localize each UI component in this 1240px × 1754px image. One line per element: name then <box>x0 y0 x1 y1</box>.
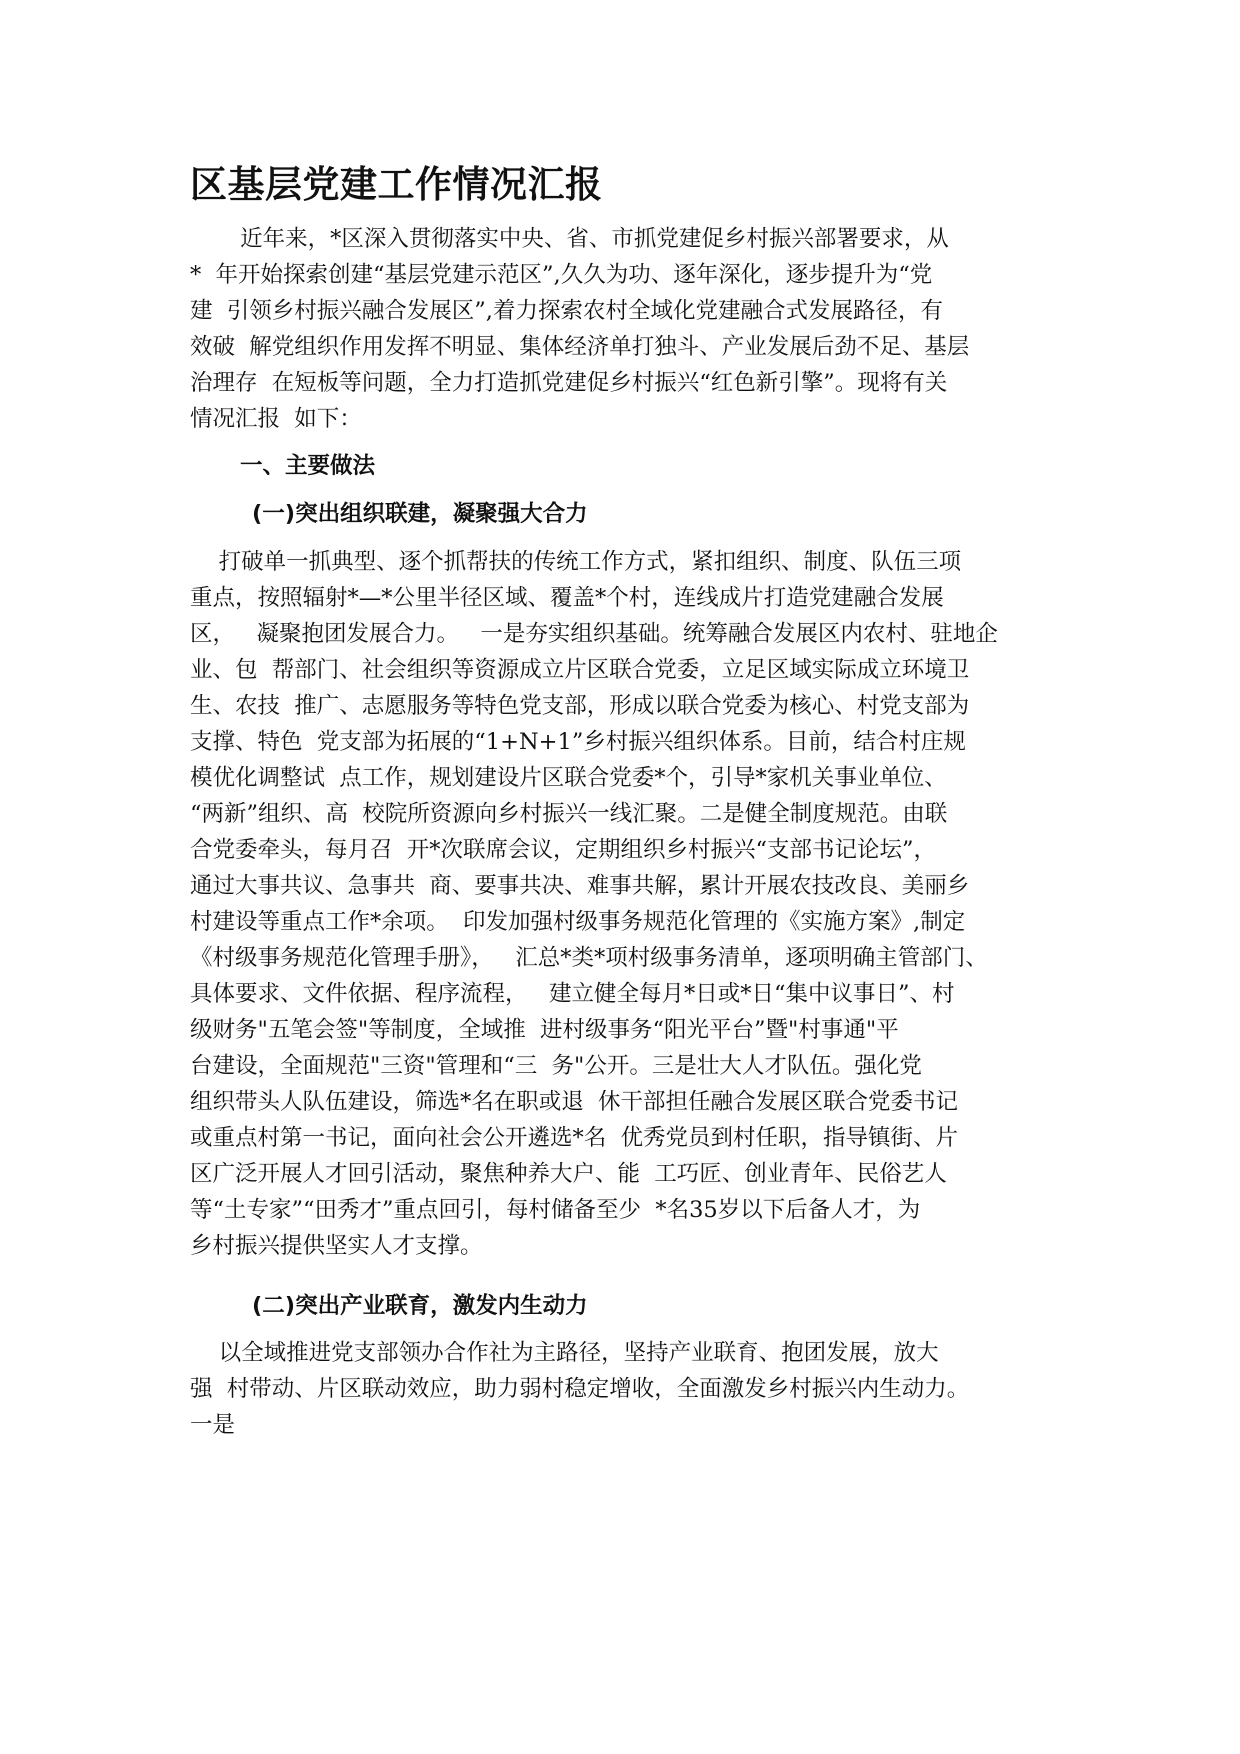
paragraph-line: 等“土专家”“田秀才”重点回引，每村储备至少 *名35岁以下后备人才，为 <box>190 1197 921 1223</box>
paragraph-line: 《村级事务规范化管理手册》， 汇总*类*项村级事务清单，逐项明确主管部门、 <box>190 945 988 971</box>
section-heading: 一、主要做法 <box>240 453 376 479</box>
paragraph-line: 模优化调整试 点工作，规划建设片区联合党委*个，引导*家机关事业单位、 <box>190 765 947 791</box>
intro-line: 情况汇报 如下： <box>190 406 362 432</box>
intro-line: 近年来，*区深入贯彻落实中央、省、市抓党建促乡村振兴部署要求，从 <box>190 226 949 252</box>
paragraph-line: 区广泛开展人才回引活动，聚焦种养大户、能 工巧匠、创业青年、民俗艺人 <box>190 1161 947 1187</box>
paragraph-line: “两新”组织、高 校院所资源向乡村振兴一线汇聚。二是健全制度规范。由联 <box>190 801 948 827</box>
paragraph-line: 以全域推进党支部领办合作社为主路径，坚持产业联育、抱团发展，放大 <box>190 1340 939 1366</box>
paragraph-line: 支撑、特色 党支部为拓展的“1+N+1”乡村振兴组织体系。目前，结合村庄规 <box>190 729 966 755</box>
paragraph-line: 重点，按照辐射*—*公里半径区域、覆盖*个村，连线成片打造党建融合发展 <box>190 585 944 611</box>
paragraph-line: 打破单一抓典型、逐个抓帮扶的传统工作方式，紧扣组织、制度、队伍三项 <box>190 549 962 575</box>
paragraph-line: 村建设等重点工作*余项。 印发加强村级事务规范化管理的《实施方案》,制定 <box>190 909 966 935</box>
paragraph-line: 或重点村第一书记，面向社会公开遴选*名 优秀党员到村任职，指导镇街、片 <box>190 1125 959 1151</box>
paragraph-line: 生、农技 推广、志愿服务等特色党支部，形成以联合党委为核心、村党支部为 <box>190 693 970 719</box>
paragraph-line: 合党委牵头，每月召 开*次联席会议，定期组织乡村振兴“支部书记论坛”， <box>190 837 937 863</box>
intro-line: 建 引领乡村振兴融合发展区”,着力探索农村全域化党建融合式发展路径，有 <box>190 298 943 324</box>
paragraph-line: 一是 <box>190 1412 236 1438</box>
paragraph-line: 具体要求、文件依据、程序流程， 建立健全每月*日或*日“集中议事日”、村 <box>190 981 955 1007</box>
subsection-paragraph <box>190 544 998 1264</box>
paragraph-line: 乡村振兴提供坚实人才支撑。 <box>190 1233 483 1259</box>
subsection-paragraph <box>190 1335 969 1443</box>
paragraph-line: 级财务"五笔会签"等制度，全域推 进村级事务“阳光平台”暨"村事通"平 <box>190 1017 899 1043</box>
document-title: 区基层党建工作情况汇报 <box>190 163 603 206</box>
paragraph-line: 业、包 帮部门、社会组织等资源成立片区联合党委，立足区域实际成立环境卫 <box>190 657 970 683</box>
paragraph-line: 组织带头人队伍建设，筛选*名在职或退 休干部担任融合发展区联合党委书记 <box>190 1089 959 1115</box>
paragraph-line: 台建设，全面规范"三资"管理和“三 务"公开。三是壮大人才队伍。强化党 <box>190 1053 922 1079</box>
subsection-heading: (一)突出组织联建，凝聚强大合力 <box>252 501 588 527</box>
subsection-heading: (二)突出产业联育，激发内生动力 <box>252 1293 588 1319</box>
intro-line: 效破 解党组织作用发挥不明显、集体经济单打独斗、产业发展后劲不足、基层 <box>190 334 970 360</box>
paragraph-line: 通过大事共议、急事共 商、要事共决、难事共解，累计开展农技改良、美丽乡 <box>190 873 970 899</box>
intro-paragraph <box>190 221 969 437</box>
intro-line: * 年开始探索创建“基层党建示范区”,久久为功、逐年深化，逐步提升为“党 <box>190 262 933 288</box>
intro-line: 治理存 在短板等问题，全力打造抓党建促乡村振兴“红色新引擎”。现将有关 <box>190 370 948 396</box>
paragraph-line: 区， 凝聚抱团发展合力。 一是夯实组织基础。统筹融合发展区内农村、驻地企 <box>190 621 998 647</box>
paragraph-line: 强 村带动、片区联动效应，助力弱村稳定增收，全面激发乡村振兴内生动力。 <box>190 1376 970 1402</box>
